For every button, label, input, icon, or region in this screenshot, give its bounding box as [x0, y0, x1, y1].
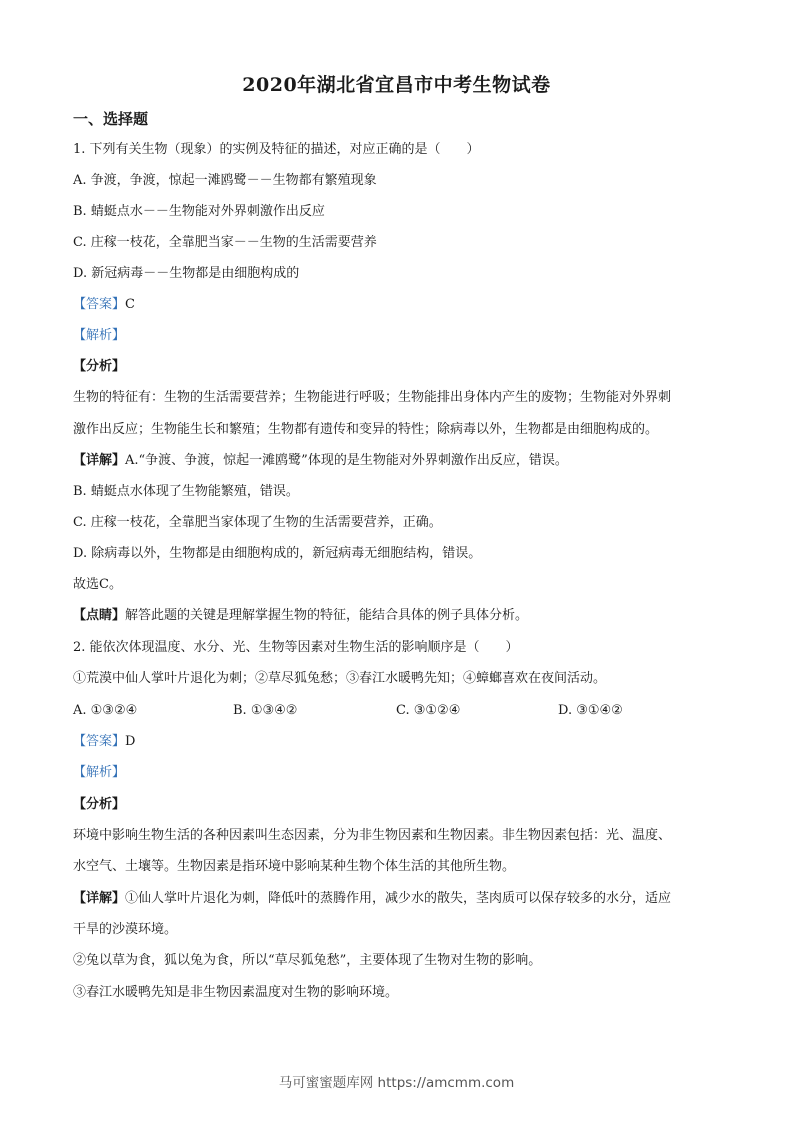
q1-fenxi-label: 【分析】 [73, 359, 126, 374]
q1-detail-line-3: C. 庄稼一枝花，全靠肥当家体现了生物的生活需要营养，正确。 [73, 515, 442, 530]
q2-analysis-label: 【解析】 [73, 765, 126, 780]
tip-label: 【点睛】 [73, 608, 126, 623]
q2-answer [73, 732, 723, 752]
q2-stem: 2. 能依次体现温度、水分、光、生物等因素对生物生活的影响顺序是（ ） [73, 640, 519, 655]
page-title: 2020年湖北省宜昌市中考生物试卷 [242, 74, 551, 96]
answer-label: 【答案】 [73, 734, 126, 749]
q2-detail-line-1: 【详解】①仙人掌叶片退化为刺，降低叶的蒸腾作用，减少水的散失，茎肉质可以保存较多的水分，适应 [73, 891, 672, 906]
q1-option-b: B. 蜻蜓点水－－生物能对外界刺激作出反应 [73, 204, 325, 219]
q1-fenxi-line-1: 生物的特征有：生物的生活需要营养；生物能进行呼吸；生物能排出身体内产生的废物；生物能对外界刺 [73, 390, 672, 405]
q1-option-a: A. 争渡，争渡，惊起一滩鸥鹭－－生物都有繁殖现象 [73, 173, 377, 188]
q1-stem: 1. 下列有关生物（现象）的实例及特征的描述，对应正确的是（ ） [73, 142, 480, 157]
section-heading: 一、选择题 [73, 110, 149, 128]
q2-fenxi-line-2: 水空气、土壤等。生物因素是指环境中影响某种生物个体生活的其他所生物。 [73, 859, 516, 874]
answer-value: C [125, 297, 135, 312]
q1-answer [73, 295, 723, 315]
q2-option-b: B. ①③④② [233, 703, 298, 718]
detail-label: 【详解】 [73, 891, 126, 906]
q2-option-c: C. ③①②④ [396, 703, 461, 718]
answer-label: 【答案】 [73, 297, 126, 312]
q2-detail-line-4: ③春江水暖鸭先知是非生物因素温度对生物的影响环境。 [73, 985, 399, 1000]
q1-fenxi-line-2: 激作出反应；生物能生长和繁殖；生物都有遗传和变异的特性；除病毒以外，生物都是由细胞构成的。 [73, 422, 659, 437]
q2-fenxi-line-1: 环境中影响生物生活的各种因素叫生态因素，分为非生物因素和生物因素。非生物因素包括：光、温度、 [73, 828, 672, 843]
q2-option-d: D. ③①④② [558, 703, 623, 718]
q1-detail-line-5: 故选C。 [73, 577, 122, 592]
q1-tip: 【点睛】解答此题的关键是理解掌握生物的特征，能结合具体的例子具体分析。 [73, 608, 529, 623]
q2-detail-line-2: 干旱的沙漠环境。 [73, 922, 178, 937]
q2-items: ①荒漠中仙人掌叶片退化为刺；②草尽狐兔愁；③春江水暖鸭先知；④蟑螂喜欢在夜间活动。 [73, 671, 607, 686]
q1-detail-line-1: 【详解】A.“争渡、争渡，惊起一滩鸥鹭”体现的是生物能对外界刺激作出反应，错误。 [73, 453, 568, 468]
q2-option-a: A. ①③②④ [73, 703, 138, 718]
detail-label: 【详解】 [73, 453, 126, 468]
q2-detail-line-3: ②兔以草为食，狐以兔为食，所以“草尽狐兔愁”，主要体现了生物对生物的影响。 [73, 953, 542, 968]
q1-option-d: D. 新冠病毒－－生物都是由细胞构成的 [73, 266, 300, 281]
q2-fenxi-label: 【分析】 [73, 797, 126, 812]
answer-value: D [125, 734, 136, 749]
q1-detail-line-4: D. 除病毒以外，生物都是由细胞构成的，新冠病毒无细胞结构，错误。 [73, 546, 482, 561]
q1-option-c: C. 庄稼一枝花，全靠肥当家－－生物的生活需要营养 [73, 235, 377, 250]
q1-detail-line-2: B. 蜻蜓点水体现了生物能繁殖，错误。 [73, 484, 299, 499]
q2-options [73, 701, 723, 721]
footer-watermark: 马可蜜蜜题库网 https://amcmm.com [278, 1075, 515, 1091]
q1-analysis-label: 【解析】 [73, 328, 126, 343]
